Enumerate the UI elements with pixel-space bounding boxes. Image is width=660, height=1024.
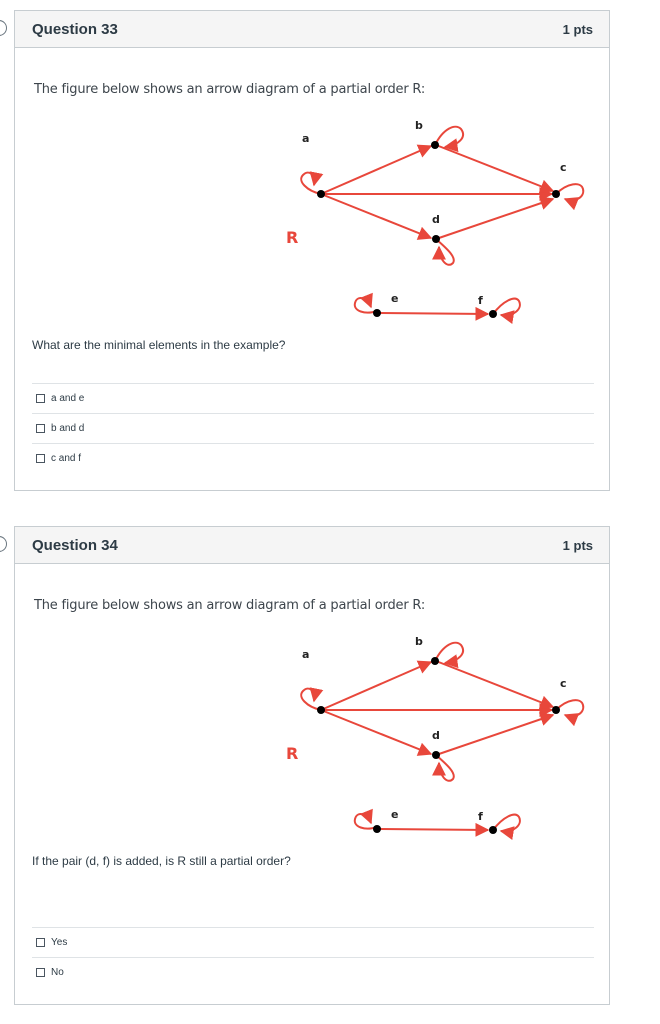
answer-option[interactable]: [32, 443, 594, 473]
node-label-c: c: [560, 677, 567, 690]
edge-b-c: [436, 145, 553, 191]
node-label-d: d: [432, 213, 440, 226]
loop-b: [435, 127, 463, 147]
node-d: [432, 235, 440, 243]
edge-a-d: [321, 710, 431, 754]
checkbox[interactable]: [36, 454, 45, 463]
answer-label: a and e: [51, 393, 85, 404]
edge-a-d: [321, 194, 431, 238]
answer-label: No: [51, 967, 64, 978]
loop-e: [355, 814, 377, 829]
question-prompt: What are the minimal elements in the example?: [32, 338, 286, 352]
edge-d-c: [436, 199, 553, 239]
node-label-f: f: [478, 294, 483, 307]
node-e: [373, 825, 381, 833]
node-c: [552, 190, 560, 198]
edge-a-b: [321, 146, 431, 194]
loop-c: [556, 700, 583, 716]
question-flag-icon[interactable]: [0, 20, 7, 36]
node-label-a: a: [302, 132, 310, 145]
node-label-c: c: [560, 161, 567, 174]
checkbox[interactable]: [36, 424, 45, 433]
node-e: [373, 309, 381, 317]
loop-a: [301, 173, 321, 194]
node-b: [431, 141, 439, 149]
answer-option[interactable]: [32, 413, 594, 443]
node-label-f: f: [478, 810, 483, 823]
relation-label: R: [286, 228, 299, 247]
checkbox[interactable]: [36, 938, 45, 947]
edge-e-f: [379, 313, 488, 314]
loop-f: [493, 815, 520, 832]
loop-f: [493, 299, 520, 316]
edge-e-f: [379, 829, 488, 830]
partial-order-diagram: [15, 111, 611, 341]
question-intro: The figure below shows an arrow diagram of a partial order R:: [34, 598, 426, 613]
node-d: [432, 751, 440, 759]
loop-d: [436, 755, 454, 781]
node-label-e: e: [391, 292, 399, 305]
node-a: [317, 706, 325, 714]
relation-label: R: [286, 744, 299, 763]
node-f: [489, 826, 497, 834]
node-label-e: e: [391, 808, 399, 821]
question-prompt: If the pair (d, f) is added, is R still a partial order?: [32, 854, 291, 868]
question-title: Question 34: [32, 536, 118, 554]
loop-c: [556, 184, 583, 200]
edge-d-c: [436, 715, 553, 755]
answer-option[interactable]: [32, 383, 594, 413]
node-a: [317, 190, 325, 198]
checkbox[interactable]: [36, 394, 45, 403]
checkbox[interactable]: [36, 968, 45, 977]
loop-e: [355, 298, 377, 313]
loop-a: [301, 689, 321, 710]
question-title: Question 33: [32, 20, 118, 38]
answer-label: c and f: [51, 453, 82, 464]
node-f: [489, 310, 497, 318]
question-points: 1 pts: [562, 21, 593, 37]
question-intro: The figure below shows an arrow diagram of a partial order R:: [34, 82, 426, 97]
question-flag-icon[interactable]: [0, 536, 7, 552]
answer-label: b and d: [51, 423, 85, 434]
answer-label: Yes: [51, 937, 68, 948]
node-label-b: b: [415, 119, 423, 132]
node-label-a: a: [302, 648, 310, 661]
node-label-b: b: [415, 635, 423, 648]
node-label-d: d: [432, 729, 440, 742]
question-card-33: [14, 10, 610, 491]
loop-b: [435, 643, 463, 663]
loop-d: [436, 239, 454, 265]
answer-option[interactable]: [32, 927, 594, 957]
node-c: [552, 706, 560, 714]
answer-list: [32, 383, 594, 473]
partial-order-diagram: [15, 627, 611, 857]
answer-option[interactable]: [32, 957, 594, 987]
question-card-34: [14, 526, 610, 1005]
question-header: [15, 527, 609, 564]
question-points: 1 pts: [562, 537, 593, 553]
edge-a-b: [321, 662, 431, 710]
question-header: [15, 11, 609, 48]
answer-list: [32, 927, 594, 987]
edge-b-c: [436, 661, 553, 707]
node-b: [431, 657, 439, 665]
